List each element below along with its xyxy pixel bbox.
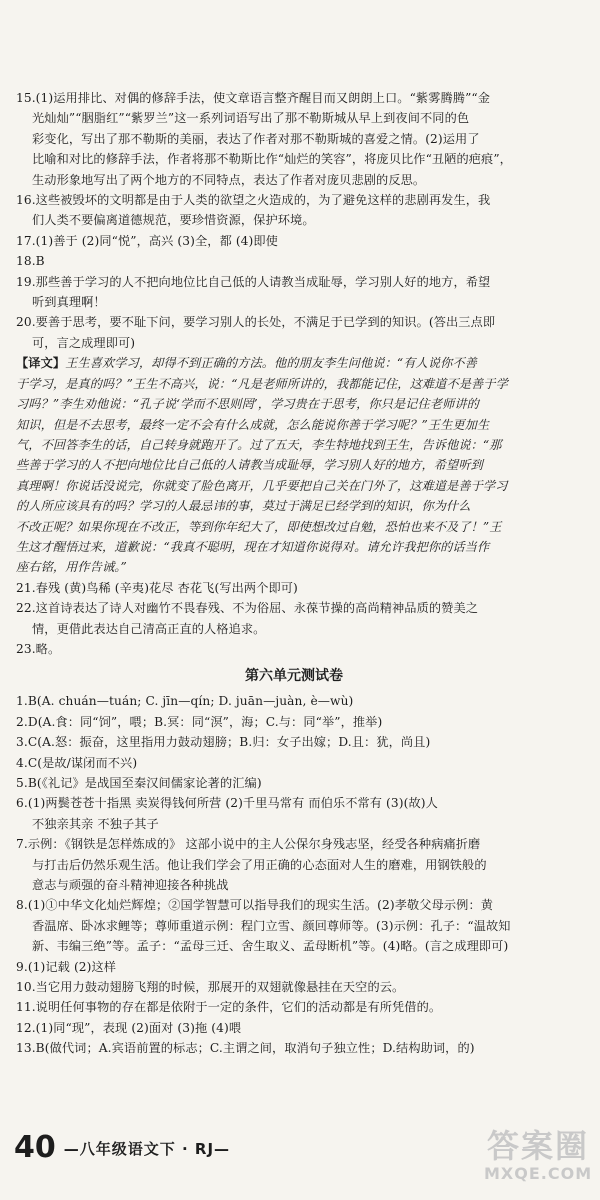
translation-line: 的人所应该具有的吗？学习的人最忌讳的事，莫过于满足已经学到的知识，你为什么	[16, 499, 471, 514]
section-line: 9.(1)记载 (2)这样	[16, 959, 117, 974]
translation-line: 不改正呢？如果你现在不改正，等到你年纪大了，即使想改过自勉，恐怕也来不及了！”王	[16, 519, 502, 534]
translation-line: 气，不回答李生的话，自己转身就跑开了。过了五天，李生特地找到王生，告诉他说：“那	[16, 437, 502, 452]
section-line: 12.(1)同“现”，表现 (2)面对 (3)拖 (4)喂	[16, 1020, 242, 1035]
section-line: 3.C(A.怒：振奋，这里指用力鼓动翅膀；B.归：女子出嫁；D.且：犹，尚且)	[16, 735, 431, 750]
translation-line: 知识，但是不去思考，最终一定不会有什么成就，怎么能说你善于学习呢？”王生更加生	[16, 417, 490, 432]
translation-line: 生这才醒悟过来，道歉说：“我真不聪明，现在才知道你说得对。请允许我把你的话当作	[16, 539, 490, 554]
answer-line: 比喻和对比的修辞手法，作者将那不勒斯比作“灿烂的笑容”，将庞贝比作“丑陋的疤痕”，	[32, 152, 512, 167]
watermark-logo-text: 答案圈	[486, 1127, 589, 1165]
section-line: 不独亲其亲 不独子其子	[32, 816, 159, 831]
section-line: 香温席、卧冰求鲤等；尊师重道示例：程门立雪、颜回尊师等。(3)示例：孔子：“温故知	[32, 918, 511, 933]
site-watermark	[484, 1128, 592, 1192]
page-number: 40	[14, 1130, 56, 1165]
answer-line: 情，更借此表达自己清高正直的人格追求。	[32, 621, 266, 636]
translation-line: 真理啊！你说话没说完，你就变了脸色离开，几乎要把自己关在门外了，这难道是善于学习	[16, 478, 508, 493]
answer-line: 23.略。	[16, 641, 61, 656]
section-line: 4.C(是故/谋闭而不兴)	[16, 755, 138, 770]
section-line: 新、韦编三绝”等。孟子：“孟母三迁、舍生取义、孟母断机”等。(4)略。(言之成理即可)	[32, 939, 509, 954]
section-line: 13.B(做代词；A.宾语前置的标志；C.主谓之间，取消句子独立性；D.结构助词，的)	[16, 1041, 475, 1056]
answer-line: 光灿灿”“胭脂红”“紫罗兰”这一系列词语写出了那不勒斯城从早上到夜间不同的色	[32, 111, 470, 126]
translation-line: 习吗？”李生劝他说：“孔子说‘学而不思则罔’，学习贵在于思考，你只是记住老师讲的	[16, 397, 479, 412]
section-line: 10.当它用力鼓动翅膀飞翔的时候，那展开的双翅就像悬挂在天空的云。	[16, 980, 405, 995]
answer-line: 可，言之成理即可)	[32, 335, 136, 350]
answer-line: 彩变化，写出了那不勒斯的美丽，表达了作者对那不勒斯城的喜爱之情。(2)运用了	[32, 131, 480, 146]
section-line: 6.(1)两鬓苍苍十指黑 卖炭得钱何所营 (2)千里马常有 而伯乐不常有 (3)(故)人	[16, 796, 438, 811]
section-line: 5.B(《礼记》是战国至秦汉间儒家论著的汇编)	[16, 776, 262, 790]
answer-line: 听到真理啊！	[32, 295, 106, 310]
translation-line: 【译文】王生喜欢学习，却得不到正确的方法。他的朋友李生问他说：“有人说你不善	[16, 356, 477, 371]
answer-line: 17.(1)善于 (2)同“悦”，高兴 (3)全，都 (4)即使	[16, 233, 278, 248]
section-line: 8.(1)①中华文化灿烂辉煌；②国学智慧可以指导我们的现实生活。(2)孝敬父母示例：黄	[16, 898, 494, 913]
section-line: 与打击后仍然乐观生活。他让我们学会了用正确的心态面对人生的磨难，用钢铁般的	[32, 857, 487, 872]
answer-line: 21.春残 (黄)鸟稀 (辛夷)花尽 杏花飞(写出两个即可)	[16, 580, 298, 595]
book-label: —八年级语文下 · RJ—	[63, 1139, 231, 1158]
answer-line: 们人类不要偏离道德规范，要珍惜资源，保护环境。	[32, 213, 315, 228]
answer-line: 20.要善于思考，要不耻下问，要学习别人的长处，不满足于已学到的知识。(答出三点即	[16, 315, 496, 330]
translation-line: 些善于学习的人不把向地位比自己低的人请教当成耻辱，学习别人好的地方，希望听到	[16, 458, 483, 473]
answer-line: 16.这些被毁坏的文明都是由于人类的欲望之火造成的，为了避免这样的悲剧再发生，我	[16, 193, 491, 208]
answer-line: 15.(1)运用排比、对偶的修辞手法，使文章语言整齐醒目而又朗朗上口。“紫雾腾腾”“金	[16, 91, 491, 105]
answer-line: 22.这首诗表达了诗人对幽竹不畏春残、不为俗屈、永葆节操的高尚精神品质的赞美之	[16, 601, 479, 616]
section-line: 1.B(A. chuán—tuán; C. jīn—qín; D. juān—juàn, è—wù)	[16, 694, 354, 709]
watermark-url-text: MXQE.COM	[484, 1164, 593, 1183]
translation-line: 于学习，是真的吗？”王生不高兴，说：“凡是老师所讲的，我都能记住，这难道不是善于学	[16, 376, 508, 391]
section-line: 2.D(A.食：同“饲”，喂；B.冥：同“溟”，海；C.与：同“举”，推举)	[16, 714, 383, 729]
answer-line: 18.B	[16, 254, 45, 269]
section-line: 11.说明任何事物的存在都是依附于一定的条件，它们的活动都是有所凭借的。	[16, 1000, 442, 1015]
answer-line: 生动形象地写出了两个地方的不同特点，表达了作者对庞贝悲剧的反思。	[32, 172, 426, 187]
section-title: 第六单元测试卷	[245, 668, 343, 685]
translation-line: 座右铭，用作告诫。”	[16, 560, 127, 575]
section-line: 7.示例：《钢铁是怎样炼成的》 这部小说中的主人公保尔身残志坚，经受各种病痛折磨	[16, 837, 481, 852]
section-line: 意志与顽强的奋斗精神迎接各种挑战	[32, 878, 229, 893]
translation-tag: 【译文】	[16, 356, 66, 371]
answer-line: 19.那些善于学习的人不把向地位比自己低的人请教当成耻辱，学习别人好的地方，希望	[16, 274, 491, 289]
